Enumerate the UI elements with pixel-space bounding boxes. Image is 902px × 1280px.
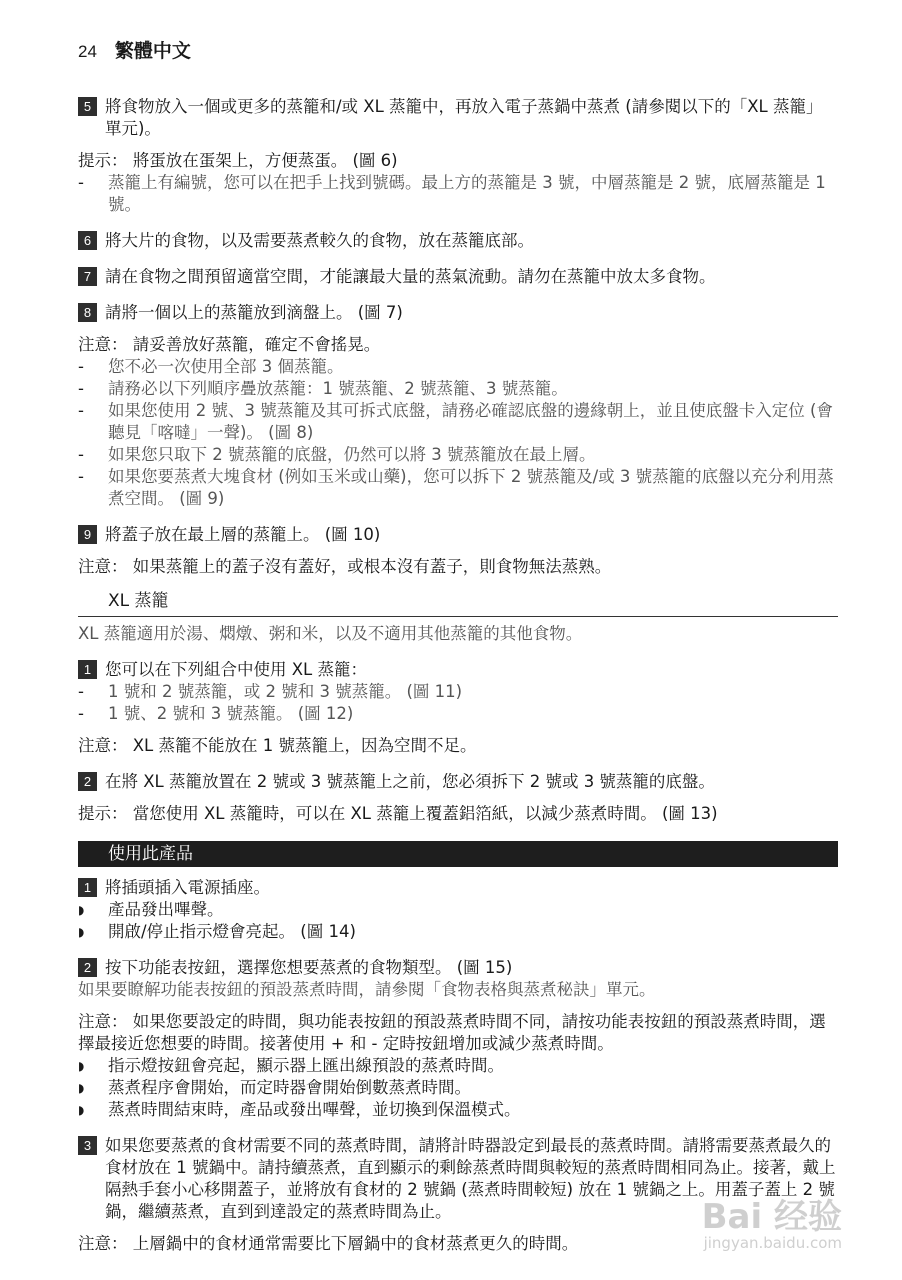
step-number: 2 bbox=[78, 958, 97, 977]
step-6 bbox=[78, 230, 838, 252]
step-text: 如果您要蒸煮的食材需要不同的蒸煮時間，請將計時器設定到最長的蒸煮時間。請將需要蒸煮最久的食材放在 1 號鍋中。請持續蒸煮，直到顯示的剩餘蒸煮時間與較短的蒸煮時間相同為止。接著，戴上隔熱手套小心移開蓋子，並將放有食材的 2 號鍋 (蒸煮時間較短) 放在 1 號鍋之上。用蓋子蓋上 2 號鍋，繼續蒸煮，直到到達設定的蒸煮時間為止。 bbox=[105, 1136, 836, 1221]
step-subtext: 如果要瞭解功能表按鈕的預設蒸煮時間，請參閱「食物表格與蒸煮秘訣」單元。 bbox=[78, 980, 656, 999]
triangle-bullet-icon: ◗ bbox=[78, 903, 85, 917]
list-item: - 1 號、2 號和 3 號蒸籠。 (圖 12) bbox=[78, 704, 354, 723]
step-number: 1 bbox=[78, 878, 97, 897]
note-text: 注意： 請妥善放好蒸籠，確定不會搖晃。 bbox=[78, 335, 381, 354]
list-item: - 如果您使用 2 號、3 號蒸籠及其可拆式底盤，請務必確認底盤的邊緣朝上，並且使底盤卡入定位 (會聽見「喀噠」一聲)。 (圖 8) bbox=[78, 401, 833, 442]
step-text: 您可以在下列組合中使用 XL 蒸籠： bbox=[105, 660, 367, 679]
dash-icon: - bbox=[78, 704, 84, 723]
step-text: 將蓋子放在最上層的蒸籠上。 (圖 10) bbox=[105, 525, 381, 544]
step-8 bbox=[78, 302, 838, 324]
step-number: 3 bbox=[78, 1136, 97, 1155]
step-number: 1 bbox=[78, 660, 97, 679]
note-text: 注意： 上層鍋中的食材通常需要比下層鍋中的食材蒸煮更久的時間。 bbox=[78, 1234, 579, 1253]
step-number: 7 bbox=[78, 267, 97, 286]
dash-icon: - bbox=[78, 682, 84, 701]
baidu-watermark bbox=[701, 1197, 842, 1252]
list-item: ◗ 開啟/停止指示燈會亮起。 (圖 14) bbox=[78, 922, 356, 941]
step-text: 將食物放入一個或更多的蒸籠和/或 XL 蒸籠中，再放入電子蒸鍋中蒸煮 (請參閱以下的「XL 蒸籠」單元)。 bbox=[105, 97, 823, 138]
step-number: 6 bbox=[78, 231, 97, 250]
list-item: ◗ 蒸煮程序會開始，而定時器會開始倒數蒸煮時間。 bbox=[78, 1078, 471, 1097]
step-number: 8 bbox=[78, 303, 97, 322]
tip-text: 提示： 將蛋放在蛋架上，方便蒸蛋。 (圖 6) bbox=[78, 151, 398, 170]
step-text: 將插頭插入電源插座。 bbox=[105, 878, 270, 897]
dash-icon: - bbox=[78, 445, 84, 464]
step-text: 在將 XL 蒸籠放置在 2 號或 3 號蒸籠上之前，您必須拆下 2 號或 3 號蒸籠的底盤。 bbox=[105, 772, 715, 791]
use-step-1 bbox=[78, 877, 838, 899]
step-number: 9 bbox=[78, 525, 97, 544]
step-7 bbox=[78, 266, 838, 288]
watermark-main: Bai 经验 bbox=[701, 1197, 842, 1237]
use-step-2 bbox=[78, 957, 838, 979]
note-text: 注意： 如果蒸籠上的蓋子沒有蓋好，或根本沒有蓋子，則食物無法蒸熟。 bbox=[78, 557, 612, 576]
step-text: 將大片的食物，以及需要蒸煮較久的食物，放在蒸籠底部。 bbox=[105, 231, 534, 250]
dash-icon: - bbox=[78, 173, 84, 192]
page-header bbox=[78, 40, 838, 74]
dash-icon: - bbox=[78, 379, 84, 398]
xl-step-2 bbox=[78, 771, 838, 793]
triangle-bullet-icon: ◗ bbox=[78, 1081, 85, 1095]
list-item: - 請務必以下列順序疊放蒸籠：1 號蒸籠、2 號蒸籠、3 號蒸籠。 bbox=[78, 379, 568, 398]
triangle-bullet-icon: ◗ bbox=[78, 1103, 85, 1117]
list-item: - 您不必一次使用全部 3 個蒸籠。 bbox=[78, 357, 344, 376]
step-text: 請在食物之間預留適當空間，才能讓最大量的蒸氣流動。請勿在蒸籠中放太多食物。 bbox=[105, 267, 716, 286]
step-5 bbox=[78, 96, 838, 140]
list-item: - 1 號和 2 號蒸籠，或 2 號和 3 號蒸籠。 (圖 11) bbox=[78, 682, 463, 701]
triangle-bullet-icon: ◗ bbox=[78, 925, 85, 939]
step-number: 2 bbox=[78, 772, 97, 791]
list-item: - 蒸籠上有編號，您可以在把手上找到號碼。最上方的蒸籠是 3 號，中層蒸籠是 2 號，底層蒸籠是 1 號。 bbox=[78, 173, 826, 214]
xl-step-1 bbox=[78, 659, 838, 681]
language-label: 繁體中文 bbox=[114, 40, 191, 62]
section-heading-use: 使用此產品 bbox=[78, 841, 838, 867]
step-text: 請將一個以上的蒸籠放到滴盤上。 (圖 7) bbox=[105, 303, 403, 322]
step-text: 按下功能表按鈕，選擇您想要蒸煮的食物類型。 (圖 15) bbox=[105, 958, 513, 977]
list-item: ◗ 蒸煮時間結束時，產品或發出嗶聲，並切換到保溫模式。 bbox=[78, 1100, 521, 1119]
dash-icon: - bbox=[78, 357, 84, 376]
step-number: 5 bbox=[78, 97, 97, 116]
step-9 bbox=[78, 524, 838, 546]
note-text: 注意： 如果您要設定的時間，與功能表按鈕的預設蒸煮時間不同，請按功能表按鈕的預設蒸煮時間，選擇最接近您想要的時間。接著使用 + 和 - 定時按鈕增加或減少蒸煮時間。 bbox=[78, 1012, 826, 1053]
document-page bbox=[78, 40, 838, 1255]
list-item: ◗ 指示燈按鈕會亮起，顯示器上匯出線預設的蒸煮時間。 bbox=[78, 1056, 504, 1075]
dash-icon: - bbox=[78, 467, 84, 486]
page-number: 24 bbox=[78, 42, 97, 61]
dash-icon: - bbox=[78, 401, 84, 420]
list-item: - 如果您要蒸煮大塊食材 (例如玉米或山藥)，您可以拆下 2 號蒸籠及/或 3 號蒸籠的底盤以充分利用蒸煮空間。 (圖 9) bbox=[78, 467, 834, 508]
watermark-url: jingyan.baidu.com bbox=[703, 1234, 842, 1252]
tip-text: 提示： 當您使用 XL 蒸籠時，可以在 XL 蒸籠上覆蓋鋁箔紙，以減少蒸煮時間。 (圖 13) bbox=[78, 804, 718, 823]
list-item: - 如果您只取下 2 號蒸籠的底盤，仍然可以將 3 號蒸籠放在最上層。 bbox=[78, 445, 596, 464]
section-intro: XL 蒸籠適用於湯、燜燉、粥和米，以及不適用其他蒸籠的其他食物。 bbox=[78, 624, 583, 643]
list-item: ◗ 產品發出嗶聲。 bbox=[78, 900, 224, 919]
triangle-bullet-icon: ◗ bbox=[78, 1059, 85, 1073]
section-heading-xl: XL 蒸籠 bbox=[78, 590, 838, 617]
note-text: 注意： XL 蒸籠不能放在 1 號蒸籠上，因為空間不足。 bbox=[78, 736, 477, 755]
